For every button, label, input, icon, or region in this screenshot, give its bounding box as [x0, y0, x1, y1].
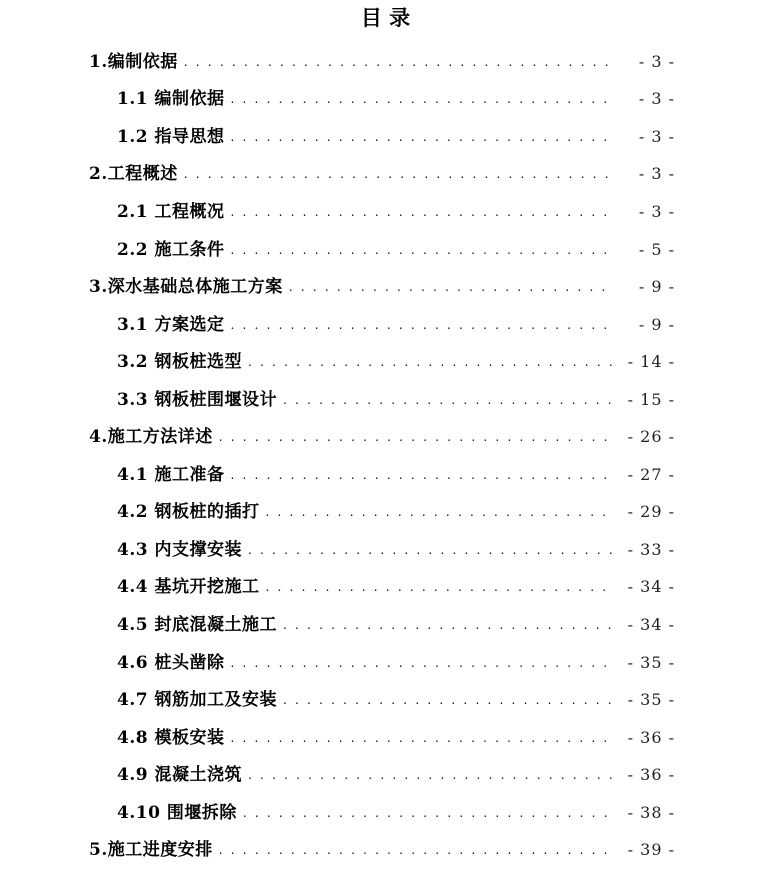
toc-entry-3[interactable] [0, 268, 771, 306]
toc-entry-label: 4.10 围堰拆除 [117, 802, 237, 823]
toc-entry-4-5[interactable] [0, 606, 771, 644]
toc-page-number: - 3 - [638, 126, 675, 146]
toc-entry-4-2[interactable] [0, 494, 771, 532]
toc-page-number: - 14 - [627, 352, 675, 372]
toc-entry-4-8[interactable] [0, 719, 771, 757]
dot-leader [231, 315, 614, 335]
toc-entry-2[interactable] [0, 156, 771, 194]
dot-leader [184, 52, 613, 72]
toc-entry-label: 4.5 封底混凝土施工 [117, 614, 277, 635]
dot-leader [231, 728, 614, 748]
toc-entry-label: 5.施工进度安排 [89, 840, 213, 861]
toc-entry-label: 4.施工方法详述 [89, 427, 213, 448]
toc-title: 目 录 [360, 5, 411, 30]
toc-entry-4-3[interactable] [0, 531, 771, 569]
toc-entry-3-3[interactable] [0, 381, 771, 419]
dot-leader [266, 502, 614, 522]
toc-entry-label: 4.3 内支撑安装 [117, 539, 242, 560]
dot-leader [283, 690, 613, 710]
toc-entry-label: 1.2 指导思想 [117, 126, 225, 147]
toc-page-number: - 9 - [638, 314, 675, 334]
toc-entry-1-2[interactable] [0, 118, 771, 156]
toc-page-number: - 34 - [627, 614, 675, 634]
toc-page-number: - 35 - [627, 652, 675, 672]
toc-entry-label: 2.工程概述 [89, 164, 178, 185]
dot-leader [248, 540, 613, 560]
toc-entry-4-7[interactable] [0, 681, 771, 719]
toc-entry-4[interactable] [0, 418, 771, 456]
toc-entry-label: 4.2 钢板桩的插打 [117, 502, 260, 523]
toc-page-number: - 26 - [627, 427, 675, 447]
toc-entry-label: 4.8 模板安装 [117, 727, 225, 748]
toc-entry-label: 1.1 编制依据 [117, 89, 225, 110]
toc-page-number: - 39 - [627, 840, 675, 860]
toc-entry-label: 1.编制依据 [89, 51, 178, 72]
toc-page-number: - 15 - [627, 389, 675, 409]
toc-entry-4-9[interactable] [0, 756, 771, 794]
toc-page-number: - 9 - [638, 277, 675, 297]
toc-entry-label: 3.2 钢板桩选型 [117, 352, 242, 373]
toc-page-number: - 34 - [627, 577, 675, 597]
dot-leader [283, 390, 613, 410]
toc-entry-label: 3.3 钢板桩围堰设计 [117, 389, 277, 410]
toc-entry-label: 4.7 钢筋加工及安装 [117, 690, 277, 711]
dot-leader [231, 89, 614, 109]
dot-leader [243, 803, 613, 823]
toc-page-number: - 3 - [638, 89, 675, 109]
toc-entry-2-2[interactable] [0, 231, 771, 269]
toc-entry-5[interactable] [0, 831, 771, 869]
toc-page-number: - 3 - [638, 164, 675, 184]
dot-leader [184, 164, 613, 184]
toc-page-number: - 38 - [627, 802, 675, 822]
dot-leader [266, 577, 614, 597]
toc-entry-2-1[interactable] [0, 193, 771, 231]
dot-leader [219, 427, 613, 447]
toc-entry-label: 4.9 混凝土浇筑 [117, 765, 242, 786]
toc-entry-1-1[interactable] [0, 81, 771, 119]
toc-list [0, 43, 771, 869]
toc-page-number: - 3 - [638, 51, 675, 71]
dot-leader [231, 240, 614, 260]
toc-entry-label: 3.1 方案选定 [117, 314, 225, 335]
toc-entry-1[interactable] [0, 43, 771, 81]
dot-leader [231, 465, 614, 485]
toc-entry-4-6[interactable] [0, 644, 771, 682]
toc-page-number: - 29 - [627, 502, 675, 522]
dot-leader [248, 352, 613, 372]
toc-entry-3-1[interactable] [0, 306, 771, 344]
toc-entry-label: 4.6 桩头凿除 [117, 652, 225, 673]
toc-page-number: - 33 - [627, 539, 675, 559]
toc-page-number: - 36 - [627, 765, 675, 785]
dot-leader [283, 615, 613, 635]
toc-page-number: - 5 - [638, 239, 675, 259]
toc-entry-label: 4.1 施工准备 [117, 464, 225, 485]
toc-entry-3-2[interactable] [0, 343, 771, 381]
dot-leader [231, 127, 614, 147]
toc-entry-4-10[interactable] [0, 794, 771, 832]
toc-page-number: - 35 - [627, 690, 675, 710]
dot-leader [231, 202, 614, 222]
dot-leader [219, 840, 613, 860]
toc-entry-label: 2.2 施工条件 [117, 239, 225, 260]
toc-page-number: - 27 - [627, 464, 675, 484]
toc-entry-label: 4.4 基坑开挖施工 [117, 577, 260, 598]
dot-leader [231, 653, 614, 673]
toc-entry-label: 2.1 工程概况 [117, 201, 225, 222]
dot-leader [248, 765, 613, 785]
toc-page-number: - 3 - [638, 201, 675, 221]
toc-entry-4-1[interactable] [0, 456, 771, 494]
toc-entry-label: 3.深水基础总体施工方案 [89, 277, 283, 298]
dot-leader [289, 277, 613, 297]
toc-entry-4-4[interactable] [0, 569, 771, 607]
toc-page-number: - 36 - [627, 727, 675, 747]
